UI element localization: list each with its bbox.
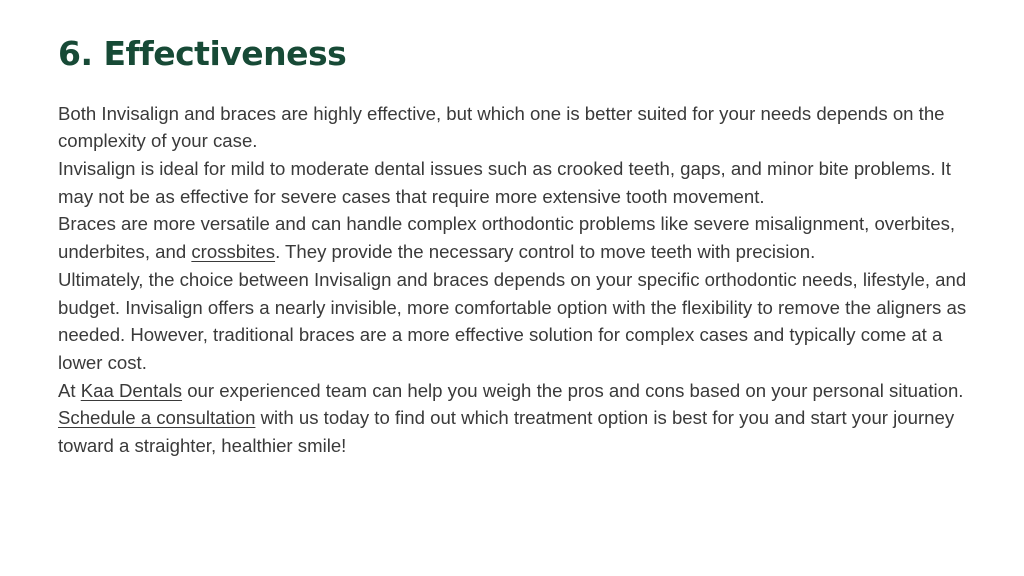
body-text [58,100,978,460]
section-heading: 6. Effectiveness [58,34,347,73]
slide-content [58,34,978,460]
paragraph-braces-text-end: . They provide the necessary control to move teeth with precision. [275,241,816,263]
schedule-consultation-link[interactable]: Schedule a consultation [58,407,256,429]
cta-text-start: At [58,379,81,401]
paragraph-braces-text-start: Braces are more versatile and can handle complex orthodontic problems like severe misalignment, overbites, underbites, and [58,213,956,263]
kaa-dentals-link[interactable]: Kaa Dentals [80,379,183,401]
cta-text-end: with us today to find out which treatment option is best for you and start your journey toward a straighter, healthier smile! [58,407,955,457]
cta-text-middle: our experienced team can help you weigh the pros and cons based on your personal situation. [182,379,964,401]
crossbites-link[interactable]: crossbites [191,241,276,263]
paragraph-conclusion: Ultimately, the choice between Invisalign and braces depends on your specific orthodontic needs, lifestyle, and budget. Invisalign offers a nearly invisible, more comfortable option with the flexibility to remove the aligners as needed. However, traditional braces are a more effective solution for complex cases and typically come at a lower cost. [58,268,967,373]
paragraph-overview: Both Invisalign and braces are highly effective, but which one is better suited for your needs depends on the complexity of your case. [58,102,945,152]
paragraph-call-to-action [58,377,978,460]
paragraph-braces [58,210,978,265]
paragraph-invisalign: Invisalign is ideal for mild to moderate dental issues such as crooked teeth, gaps, and minor bite problems. It may not be as effective for severe cases that require more extensive tooth movement. [58,158,951,207]
